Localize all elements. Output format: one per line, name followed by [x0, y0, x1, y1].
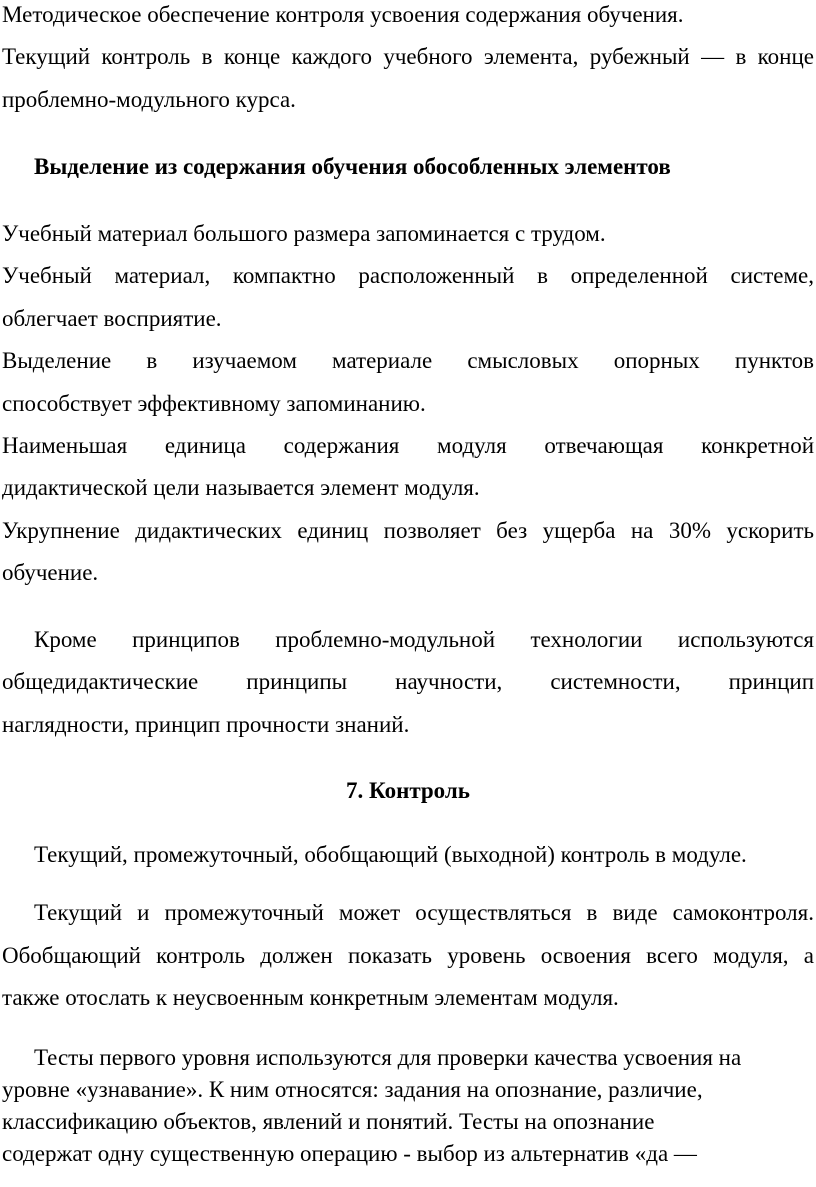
text-line: уровне «узнавание». К ним относятся: задания на опознание, различие,: [2, 1077, 703, 1102]
text-line: дидактической цели называется элемент модуля.: [2, 475, 480, 500]
text-line: наглядности, принцип прочности знаний.: [2, 712, 410, 737]
text-line: Тесты первого уровня используются для проверки качества усвоения на: [34, 1045, 742, 1070]
text-line: обучение.: [2, 560, 99, 585]
section-heading: Выделение из содержания обучения обособленных элементов: [34, 154, 671, 179]
text-line: способствует эффективному запоминанию.: [2, 391, 426, 416]
text-line: Методическое обеспечение контроля усвоения содержания обучения.: [2, 2, 684, 27]
text-line: Наименьшая единица содержания модуля отвечающая конкретной: [2, 433, 814, 458]
text-line: общедидактические принципы научности, системности, принцип: [2, 669, 814, 694]
text-line: Текущий контроль в конце каждого учебного элемента, рубежный — в конце: [2, 44, 814, 69]
text-line: содержат одну существенную операцию - выбор из альтернатив «да —: [2, 1141, 697, 1166]
text-line: Текущий, промежуточный, обобщающий (выходной) контроль в модуле.: [34, 842, 747, 867]
text-line: Выделение в изучаемом материале смысловых опорных пунктов: [2, 348, 814, 373]
text-line: Кроме принципов проблемно-модульной технологии используются: [34, 627, 814, 652]
section-heading-control: 7. Контроль: [346, 778, 470, 803]
text-line: Текущий и промежуточный может осуществляться в виде самоконтроля.: [34, 900, 814, 925]
text-line: облегчает восприятие.: [2, 306, 222, 331]
text-line: Учебный материал большого размера запоминается с трудом.: [2, 221, 606, 246]
text-line: проблемно-модульного курса.: [2, 87, 296, 112]
text-line: Учебный материал, компактно расположенный в определенной системе,: [2, 263, 814, 288]
text-line: классификацию объектов, явлений и понятий. Тесты на опознание: [2, 1109, 655, 1134]
text-line: Обобщающий контроль должен показать уровень освоения всего модуля, а: [2, 943, 814, 968]
text-line: Укрупнение дидактических единиц позволяет без ущерба на 30% ускорить: [2, 518, 814, 543]
text-line: также отослать к неусвоенным конкретным элементам модуля.: [2, 985, 619, 1010]
